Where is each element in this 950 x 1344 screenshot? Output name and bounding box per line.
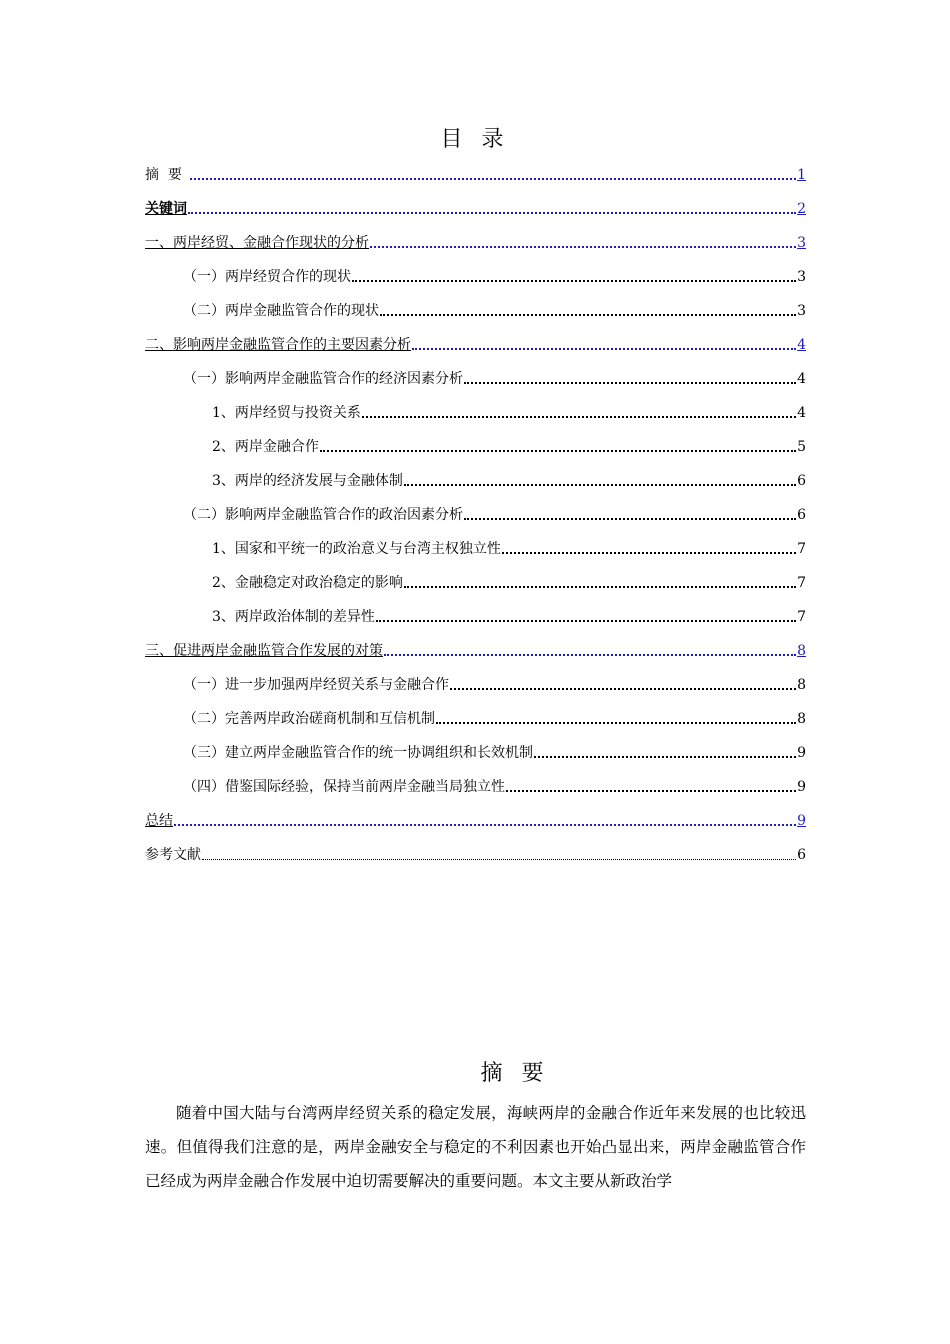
- toc-leader: [464, 382, 796, 384]
- toc-page-number[interactable]: 2: [797, 201, 806, 217]
- toc-entry[interactable]: [145, 232, 806, 252]
- toc-leader: [188, 212, 796, 214]
- toc-page-number[interactable]: 3: [797, 235, 806, 251]
- toc-entry[interactable]: [145, 844, 806, 864]
- toc-leader: [534, 756, 796, 758]
- toc-page-number[interactable]: 9: [797, 813, 806, 829]
- toc-entry-label: （三）建立两岸金融监管合作的统一协调组织和长效机制: [183, 745, 533, 761]
- toc-entry[interactable]: [145, 164, 806, 184]
- toc-leader: [352, 280, 796, 282]
- toc-entry[interactable]: [212, 436, 806, 456]
- toc-entry-label: 总结: [145, 813, 173, 829]
- toc-leader: [464, 518, 796, 520]
- toc-page-number[interactable]: 6: [797, 473, 806, 489]
- toc-entry[interactable]: [212, 402, 806, 422]
- toc-leader: [320, 450, 796, 452]
- toc-entry[interactable]: [183, 674, 806, 694]
- toc-entry-label: 参考文献: [145, 847, 201, 863]
- toc-entry[interactable]: [212, 572, 806, 592]
- toc-entry[interactable]: [183, 368, 806, 388]
- toc-leader: [190, 178, 796, 180]
- toc-title: 目 录: [440, 127, 510, 152]
- toc-page-number[interactable]: 4: [797, 337, 806, 353]
- toc-entry[interactable]: [212, 538, 806, 558]
- toc-entry-label: 3、两岸政治体制的差异性: [212, 609, 375, 625]
- toc-leader: [370, 246, 796, 248]
- toc-entry-label: 二、影响两岸金融监管合作的主要因素分析: [145, 337, 411, 353]
- abstract-title: 摘 要: [480, 1061, 550, 1086]
- toc-page-number[interactable]: 6: [797, 507, 806, 523]
- toc-leader: [376, 620, 796, 622]
- toc-page-number[interactable]: 7: [797, 575, 806, 591]
- toc-page-number[interactable]: 7: [797, 609, 806, 625]
- toc-entry[interactable]: [183, 266, 806, 286]
- toc-entry[interactable]: [183, 776, 806, 796]
- toc-entry-label: 关键词: [145, 201, 187, 217]
- toc-entry[interactable]: [183, 742, 806, 762]
- toc-entry[interactable]: [212, 470, 806, 490]
- toc-page-number[interactable]: 4: [797, 405, 806, 421]
- toc-leader: [506, 790, 796, 792]
- abstract-body: 随着中国大陆与台湾两岸经贸关系的稳定发展，海峡两岸的金融合作近年来发展的也比较迅速。但值得我们注意的是，两岸金融安全与稳定的不利因素也开始凸显出来，两岸金融监管合作已经成为两岸金融合作发展中迫切需要解决的重要问题。本文主要从新政治学: [145, 1104, 806, 1190]
- toc-leader: [362, 416, 796, 418]
- toc-entry-label: 三、促进两岸金融监管合作发展的对策: [145, 643, 383, 659]
- toc-entry-label: （二）两岸金融监管合作的现状: [183, 303, 379, 319]
- toc-entry[interactable]: [145, 640, 806, 660]
- toc-leader: [202, 859, 796, 860]
- toc-page-number[interactable]: 1: [797, 167, 806, 183]
- toc-entry-label: （一）两岸经贸合作的现状: [183, 269, 351, 285]
- toc-page-number[interactable]: 3: [797, 303, 806, 319]
- toc-page-number[interactable]: 8: [797, 677, 806, 693]
- toc-entry[interactable]: [145, 334, 806, 354]
- toc-leader: [412, 348, 796, 350]
- toc-entry[interactable]: [183, 300, 806, 320]
- toc-entry-label: 1、两岸经贸与投资关系: [212, 405, 361, 421]
- toc-entry-label: （一）影响两岸金融监管合作的经济因素分析: [183, 371, 463, 387]
- toc-page-number[interactable]: 8: [797, 711, 806, 727]
- toc-page-number[interactable]: 5: [797, 439, 806, 455]
- toc-entry-label: （一）进一步加强两岸经贸关系与金融合作: [183, 677, 449, 693]
- toc-entry-label: 1、国家和平统一的政治意义与台湾主权独立性: [212, 541, 501, 557]
- toc-leader: [450, 688, 796, 690]
- toc-page-number[interactable]: 8: [797, 643, 806, 659]
- toc-page-number[interactable]: 9: [797, 745, 806, 761]
- toc-entry[interactable]: [145, 198, 806, 218]
- toc-leader: [404, 484, 796, 486]
- toc-entry-label: 摘 要: [145, 167, 182, 183]
- toc-leader: [436, 722, 796, 724]
- toc-page-number[interactable]: 9: [797, 779, 806, 795]
- toc-entry[interactable]: [183, 504, 806, 524]
- toc-entry-label: 一、两岸经贸、金融合作现状的分析: [145, 235, 369, 251]
- toc-leader: [384, 654, 796, 656]
- toc-entry[interactable]: [145, 810, 806, 830]
- toc-leader: [380, 314, 796, 316]
- toc-entry-label: （四）借鉴国际经验，保持当前两岸金融当局独立性: [183, 779, 505, 795]
- toc-page-number[interactable]: 4: [797, 371, 806, 387]
- toc-leader: [174, 824, 796, 826]
- toc-entry-label: （二）完善两岸政治磋商机制和互信机制: [183, 711, 435, 727]
- toc-entry[interactable]: [212, 606, 806, 626]
- toc-leader: [502, 552, 796, 554]
- toc-entry-label: （二）影响两岸金融监管合作的政治因素分析: [183, 507, 463, 523]
- toc-entry[interactable]: [183, 708, 806, 728]
- toc-entry-label: 3、两岸的经济发展与金融体制: [212, 473, 403, 489]
- toc-page-number[interactable]: 7: [797, 541, 806, 557]
- toc-entry-label: 2、两岸金融合作: [212, 439, 319, 455]
- toc-page-number[interactable]: 3: [797, 269, 806, 285]
- toc-page-number: 6: [797, 847, 806, 863]
- toc-leader: [404, 586, 796, 588]
- toc-entry-label: 2、金融稳定对政治稳定的影响: [212, 575, 403, 591]
